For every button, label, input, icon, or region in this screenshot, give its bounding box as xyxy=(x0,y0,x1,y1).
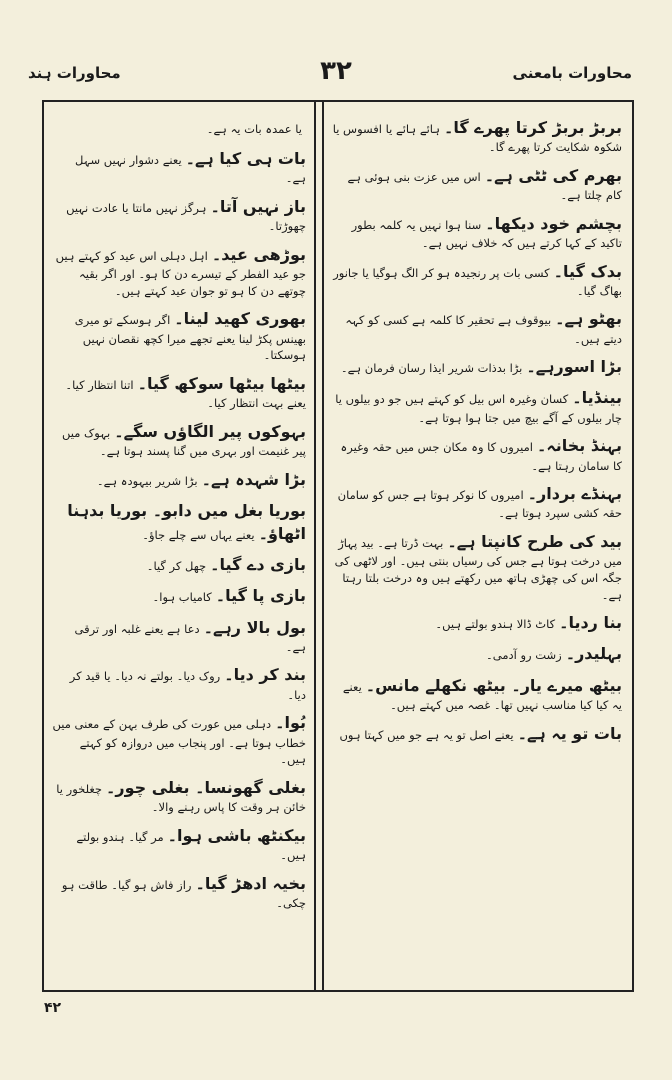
page-header xyxy=(0,56,672,96)
idiom-definition: اس میں عزت بنی ہوئی ہے کام چلتا ہے۔ xyxy=(347,169,622,203)
idiom-definition: دعا ہے یعنے غلبہ اور ترقی ہے۔ xyxy=(74,621,306,654)
idiom-entry xyxy=(52,195,306,235)
idiom-definition: چھل کر گیا۔ xyxy=(146,559,207,574)
idiom-definition: کاٹ ڈالا ہندو بولتے ہیں۔ xyxy=(435,617,556,632)
idiom-entry xyxy=(332,386,622,426)
header-left-title: محاورات ہند xyxy=(28,64,121,82)
idiom-definition: کسی بات پر رنجیدہ ہو کر الگ ہوگیا یا جانور بھاگ گیا۔ xyxy=(333,265,622,298)
idiom-definition: اتنا انتظار کیا۔ یعنے بہت انتظار کیا۔ xyxy=(65,377,306,411)
idiom-entry xyxy=(52,584,306,607)
idiom-definition: روک دیا۔ بولتے نہ دیا۔ یا قید کر دیا۔ xyxy=(69,669,306,702)
footer-page-number: ۴۲ xyxy=(44,1000,62,1016)
idiom-definition: امیروں کا وہ مکان جس میں حقہ وغیرہ کا سامان رہتا ہے۔ xyxy=(340,440,622,473)
idiom-definition: بہت ڈرتا ہے۔ بید پہاڑ میں درخت ہوتا ہے جس کی رسیاں بنتی ہیں۔ اور لاٹھی کی جگہ اس کی چھڑی ہاتھ میں رکھتے ہیں وہ درخت بلتا رہتا ہے۔ xyxy=(334,536,622,602)
idiom-definition: مر گیا۔ ہندو بولتے ہیں۔ xyxy=(76,829,306,862)
idiom-definition: بڑا شریر بیہودہ ہے۔ xyxy=(96,473,198,488)
idiom-entry xyxy=(52,553,306,576)
header-right-title: محاورات بامعنی xyxy=(512,64,632,82)
idiom-term: بہنڈ بخانہ۔ xyxy=(536,436,622,456)
idiom-entry xyxy=(52,663,306,703)
idiom-term: بینڈیا۔ xyxy=(572,388,622,408)
idiom-definition: یعنے اصل تو یہ ہے جو میں کہتا ہوں xyxy=(339,727,514,742)
idiom-entry xyxy=(332,722,622,745)
idiom-term: بچشم خود دیکھا۔ xyxy=(485,213,622,233)
left-column xyxy=(52,116,306,980)
idiom-definition: امیروں کا نوکر ہوتا ہے جس کو سامان حقہ کشی سپرد ہوتا ہے۔ xyxy=(337,488,622,521)
idiom-term: بوریا بغل میں دابو۔ بوریا بدہنا اٹھاؤ۔ xyxy=(67,500,306,544)
idiom-entry xyxy=(332,164,622,204)
idiom-entry xyxy=(332,482,622,522)
idiom-definition: اہل دہلی اس عید کو کہتے ہیں جو عید الفطر کے تیسرے دن کا ہو۔ اور اگر بقیہ چوتھے دن کا ہو تو جوان عید کہتے ہیں۔ xyxy=(55,248,306,298)
idiom-entry xyxy=(52,499,306,545)
idiom-term: بول بالا رہے۔ xyxy=(203,617,306,637)
idiom-entry xyxy=(52,872,306,912)
idiom-entry xyxy=(332,674,622,714)
column-divider xyxy=(314,102,316,990)
idiom-entry xyxy=(52,616,306,656)
idiom-term: بھوری کھید لینا۔ xyxy=(174,309,306,329)
idiom-term: بدک گیا۔ xyxy=(553,261,622,281)
idiom-term: بیٹھ میرے یار۔ بیٹھ نکھلے مانس۔ xyxy=(365,675,622,695)
idiom-entry xyxy=(52,307,306,364)
idiom-term: بُوا۔ xyxy=(275,713,306,733)
idiom-definition: بڑا بدذات شریر ایذا رسان فرمان ہے۔ xyxy=(340,361,523,376)
idiom-definition: کامیاب ہوا۔ xyxy=(152,590,212,605)
idiom-term: بازی پا گیا۔ xyxy=(215,586,306,606)
idiom-definition: بہوک میں پیر غنیمت اور بہری میں گنا پسند ہوتا ہے۔ xyxy=(61,425,306,459)
idiom-definition: بیوقوف ہے تحقیر کا کلمہ ہے کسی کو کہہ دیتے ہیں۔ xyxy=(345,313,622,346)
idiom-entry xyxy=(332,434,622,474)
idiom-term: بخیہ ادھڑ گیا۔ xyxy=(195,873,306,893)
idiom-term: بوڑھی عید۔ xyxy=(211,244,306,264)
idiom-entry xyxy=(52,468,306,491)
column-divider xyxy=(322,102,324,990)
idiom-term: بڑا اسورہے۔ xyxy=(526,357,622,377)
idiom-entry xyxy=(332,611,622,634)
idiom-term: بہلیدر۔ xyxy=(565,644,622,664)
header-page-number: ۳۲ xyxy=(320,56,352,86)
text-frame xyxy=(42,100,634,992)
idiom-definition: زشت رو آدمی۔ xyxy=(486,648,562,663)
idiom-term: بغلی گھونسا۔ بغلی چور۔ xyxy=(106,777,306,797)
idiom-entry xyxy=(52,420,306,460)
idiom-term: بھٹو ہے۔ xyxy=(555,309,622,329)
idiom-entry xyxy=(332,530,622,603)
idiom-definition: ہائے ہائے یا افسوس یا شکوہ شکایت کرتا پھرے گا۔ xyxy=(332,122,622,155)
idiom-entry xyxy=(52,243,306,300)
idiom-entry xyxy=(332,355,622,378)
idiom-term: بہوکوں پیر الگاؤں سگے۔ xyxy=(114,421,306,441)
idiom-definition: یعنے یہاں سے چلے جاؤ۔ xyxy=(142,528,255,543)
idiom-definition: راز فاش ہو گیا۔ طاقت ہو چکی۔ xyxy=(61,877,306,910)
idiom-entry xyxy=(332,307,622,347)
idiom-entry xyxy=(332,642,622,665)
idiom-entry xyxy=(332,260,622,300)
idiom-term: بہنڈے بردار۔ xyxy=(527,484,622,504)
idiom-entry xyxy=(52,147,306,187)
idiom-definition: اگر ہوسکے تو میری بھینس پکڑ لینا یعنے تجھے میرا کچھ نقصان نہیں ہوسکتا۔ xyxy=(74,313,306,363)
idiom-definition: سنا ہوا نہیں یہ کلمہ بطور تاکید کے کہا کرتے ہیں کہ خلاف نہیں ہے۔ xyxy=(351,217,622,250)
right-column xyxy=(332,116,622,980)
idiom-term: بازی دے گیا۔ xyxy=(210,555,306,575)
idiom-entry xyxy=(52,372,306,412)
idiom-entry xyxy=(332,212,622,252)
idiom-entry xyxy=(52,711,306,768)
idiom-term: بات ہی کیا ہے۔ xyxy=(185,149,306,169)
idiom-term: بید کی طرح کانپتا ہے۔ xyxy=(447,532,622,552)
idiom-term: بند کر دیا۔ xyxy=(224,665,306,685)
idiom-definition: ہرگز نہیں مانتا یا عادت نہیں چھوڑتا۔ xyxy=(66,201,306,234)
idiom-entry xyxy=(52,776,306,816)
idiom-term: بیٹھا بیٹھا سوکھ گیا۔ xyxy=(137,373,306,393)
idiom-definition: یا عمدہ بات یہ ہے۔ xyxy=(206,122,302,136)
idiom-entry xyxy=(52,824,306,864)
idiom-definition: یعنے یہ کیا کیا مناسب نہیں تھا۔ غصہ میں کہتے ہیں۔ xyxy=(342,679,622,712)
idiom-term: بربڑ بربڑ کرتا پھرے گا۔ xyxy=(444,118,622,137)
idiom-entry xyxy=(332,116,622,156)
idiom-entry xyxy=(52,116,306,139)
idiom-definition: چغلخور یا خائن ہر وقت کا پاس رہنے والا۔ xyxy=(56,781,306,815)
idiom-term: بیکنٹھ باشی ہوا۔ xyxy=(167,825,306,845)
idiom-definition: دہلی میں عورت کی طرف بہن کے معنی میں خطاب ہوتا ہے۔ اور پنجاب میں دروازہ کو کہتے ہیں۔ xyxy=(52,717,306,767)
idiom-term: بات تو یہ ہے۔ xyxy=(517,723,622,743)
idiom-term: بڑا شہدہ ہے۔ xyxy=(201,469,306,489)
idiom-term: بنا ردیا۔ xyxy=(559,613,622,633)
idiom-term: باز نہیں آتا۔ xyxy=(210,197,306,217)
idiom-term: بھرم کی ٹٹی ہے۔ xyxy=(484,165,622,185)
idiom-definition: یعنے دشوار نہیں سہل ہے۔ xyxy=(75,153,306,186)
idiom-definition: کسان وغیرہ اس بیل کو کہتے ہیں جو دو بیلوں یا چار بیلوں کے آگے بیچ میں جتا ہوا ہوتا ہے۔ xyxy=(335,392,622,425)
